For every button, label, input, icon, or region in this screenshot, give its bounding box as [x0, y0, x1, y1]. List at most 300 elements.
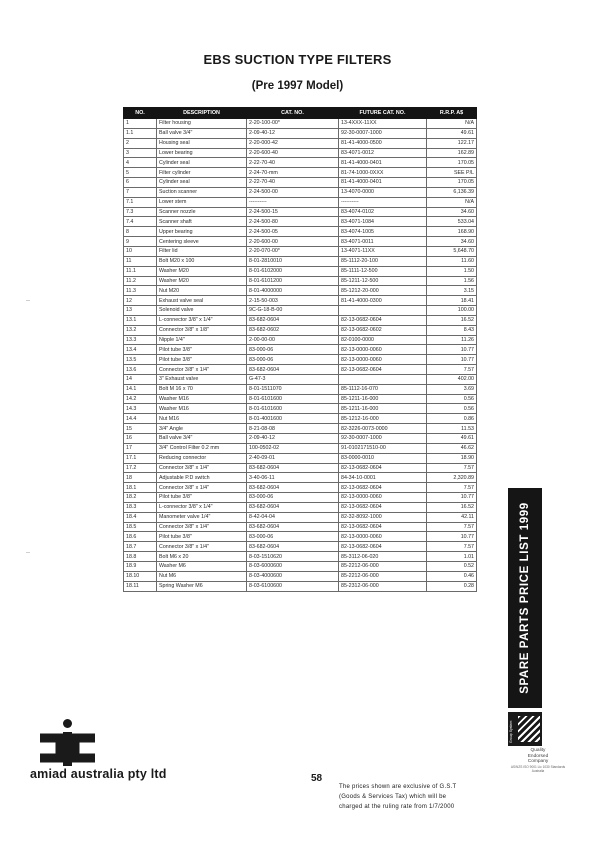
group-system-label: Group System — [509, 720, 513, 743]
stripes-icon — [518, 716, 540, 742]
cell-price: 7.57 — [427, 542, 477, 552]
cell-price: 10.77 — [427, 345, 477, 355]
cell-price: 16.52 — [427, 315, 477, 325]
cell-future-cat-no: 82-13-0000-0060 — [339, 345, 427, 355]
cell-no: 11.1 — [124, 266, 157, 276]
table-row — [124, 138, 477, 148]
cell-future-cat-no: 85-2212-06-000 — [339, 561, 427, 571]
cell-cat-no: 2-24-500-80 — [247, 217, 339, 227]
cell-future-cat-no: ---------- — [339, 197, 427, 207]
cell-description: Nut M20 — [157, 286, 247, 296]
cell-future-cat-no: 81-74-1000-0XXX — [339, 168, 427, 178]
cell-price: 49.61 — [427, 128, 477, 138]
cell-description: 3" Exhaust valve — [157, 374, 247, 384]
cell-cat-no: 2-24-500-15 — [247, 207, 339, 217]
cell-future-cat-no: 85-1112-20-100 — [339, 256, 427, 266]
cell-future-cat-no: 83-4071-1084 — [339, 217, 427, 227]
table-row — [124, 128, 477, 138]
cell-price: 1.56 — [427, 276, 477, 286]
cell-description: Bolt M 16 x 70 — [157, 384, 247, 394]
cell-price: 49.61 — [427, 434, 477, 444]
cell-cat-no: 8-03-6000600 — [247, 561, 339, 571]
cell-no: 8 — [124, 227, 157, 237]
quality-endorsement — [508, 748, 568, 773]
cell-future-cat-no: 85-1212-16-000 — [339, 414, 427, 424]
cell-description: Reducing connector — [157, 453, 247, 463]
cell-cat-no: 83-682-0604 — [247, 542, 339, 552]
cell-price: 34.60 — [427, 237, 477, 247]
cell-cat-no: 2-20-600-00 — [247, 237, 339, 247]
cell-no: 14.1 — [124, 384, 157, 394]
table-row — [124, 552, 477, 562]
cell-description: Ball valve 3/4" — [157, 434, 247, 444]
cell-cat-no: 8-01-6101600 — [247, 404, 339, 414]
cell-price: 11.53 — [427, 424, 477, 434]
cell-price: 34.60 — [427, 207, 477, 217]
cell-description: Pilot tube 3/8" — [157, 532, 247, 542]
cell-cat-no: 2-24-70-mm — [247, 168, 339, 178]
cell-no: 9 — [124, 237, 157, 247]
header-no: NO. — [124, 108, 157, 119]
table-row — [124, 493, 477, 503]
cell-description: Nut M16 — [157, 414, 247, 424]
cell-description: Scanner shaft — [157, 217, 247, 227]
cell-description: Scanner nozzle — [157, 207, 247, 217]
table-row — [124, 453, 477, 463]
cell-no: 18.10 — [124, 571, 157, 581]
table-row — [124, 355, 477, 365]
cell-future-cat-no: 82-13-0000-0060 — [339, 532, 427, 542]
cell-no: 11.2 — [124, 276, 157, 286]
gst-notice — [339, 782, 509, 812]
cell-future-cat-no: 83-4071-0011 — [339, 237, 427, 247]
cell-no: 18.1 — [124, 483, 157, 493]
cell-description: Lower stem — [157, 197, 247, 207]
page-title: EBS SUCTION TYPE FILTERS — [203, 52, 392, 67]
cell-cat-no: 9C-G-18-B-00 — [247, 306, 339, 316]
cell-future-cat-no: 83-4074-0102 — [339, 207, 427, 217]
cell-price: 2,320.89 — [427, 473, 477, 483]
page-number: 58 — [311, 773, 323, 784]
cell-description: Manometer valve 1/4" — [157, 512, 247, 522]
cell-price: 170.05 — [427, 178, 477, 188]
table-row — [124, 178, 477, 188]
cell-description: Filter cylinder — [157, 168, 247, 178]
cell-no: 14.3 — [124, 404, 157, 414]
header-future-cat-no: FUTURE CAT. NO. — [339, 108, 427, 119]
cell-price: 11.26 — [427, 335, 477, 345]
table-row — [124, 276, 477, 286]
cell-price: 0.56 — [427, 404, 477, 414]
cell-no: 18.4 — [124, 512, 157, 522]
cell-cat-no: 83-682-0604 — [247, 522, 339, 532]
cell-cat-no: 8-21-08-08 — [247, 424, 339, 434]
cell-price: 402.00 — [427, 374, 477, 384]
cell-cat-no: 8-03-1510620 — [247, 552, 339, 562]
cell-cat-no: 83-682-0602 — [247, 325, 339, 335]
punch-mark — [26, 300, 30, 301]
cell-future-cat-no: 85-1211-16-000 — [339, 394, 427, 404]
endorsed-line: Endorsed — [527, 753, 549, 759]
cell-future-cat-no: 85-1211-16-000 — [339, 404, 427, 414]
cell-price: 170.05 — [427, 158, 477, 168]
cell-future-cat-no: 82-13-0682-0602 — [339, 325, 427, 335]
cell-cat-no: 2-09-40-12 — [247, 128, 339, 138]
cell-price: 533.04 — [427, 217, 477, 227]
cell-price: 168.90 — [427, 227, 477, 237]
cell-price: 0.86 — [427, 414, 477, 424]
table-row — [124, 424, 477, 434]
cell-no: 17.1 — [124, 453, 157, 463]
cell-description: Filter lid — [157, 246, 247, 256]
table-row — [124, 374, 477, 384]
cell-description: 3/4" Control Filter 0.2 mm — [157, 443, 247, 453]
cell-future-cat-no — [339, 306, 427, 316]
cell-price: 10.77 — [427, 493, 477, 503]
table-row — [124, 296, 477, 306]
table-body — [124, 119, 477, 592]
cell-cat-no: 3-40-06-11 — [247, 473, 339, 483]
cell-description: Bolt M6 x 20 — [157, 552, 247, 562]
cell-future-cat-no: 13-4XXX-11XX — [339, 119, 427, 129]
cell-price: 5,648.70 — [427, 246, 477, 256]
cell-cat-no: 8-01-6101600 — [247, 394, 339, 404]
cell-cat-no: 2-15-50-003 — [247, 296, 339, 306]
cell-cat-no: 8-03-6100600 — [247, 581, 339, 591]
cell-future-cat-no: 13-4070-0000 — [339, 187, 427, 197]
table-row — [124, 581, 477, 591]
cell-description: Nipple 1/4" — [157, 335, 247, 345]
cell-description: Connector 3/8" x 1/4" — [157, 483, 247, 493]
table-row — [124, 384, 477, 394]
table-row — [124, 306, 477, 316]
cell-price: 0.28 — [427, 581, 477, 591]
header-description: DESCRIPTION — [157, 108, 247, 119]
table-row — [124, 404, 477, 414]
table-row — [124, 512, 477, 522]
cell-cat-no: 2-24-500-00 — [247, 187, 339, 197]
cell-price: 11.60 — [427, 256, 477, 266]
cell-cat-no: 8-01-6102000 — [247, 266, 339, 276]
page-subtitle: (Pre 1997 Model) — [251, 80, 344, 92]
cell-description: Spring Washer M6 — [157, 581, 247, 591]
cell-no: 3 — [124, 148, 157, 158]
table-row — [124, 119, 477, 129]
cell-description: Centering sleeve — [157, 237, 247, 247]
cell-future-cat-no: 81-41-4000-0401 — [339, 158, 427, 168]
table-row — [124, 345, 477, 355]
cell-no: 18 — [124, 473, 157, 483]
cell-future-cat-no: 82-13-0682-0604 — [339, 502, 427, 512]
cell-description: Upper bearing — [157, 227, 247, 237]
company-name: amiad australia pty ltd — [30, 767, 167, 781]
cell-no: 13.1 — [124, 315, 157, 325]
cell-cat-no: 8-01-1511070 — [247, 384, 339, 394]
cell-cat-no: 83-682-0604 — [247, 315, 339, 325]
cell-cat-no: 2-24-500-05 — [247, 227, 339, 237]
cell-future-cat-no: 92-30-0007-1000 — [339, 434, 427, 444]
table-row — [124, 473, 477, 483]
cell-description: Cylinder seal — [157, 178, 247, 188]
cell-cat-no: 8-01-2810010 — [247, 256, 339, 266]
table-row — [124, 227, 477, 237]
cell-price: 8.43 — [427, 325, 477, 335]
cell-cat-no: ---------- — [247, 197, 339, 207]
cell-future-cat-no — [339, 374, 427, 384]
cell-future-cat-no: 85-2212-06-000 — [339, 571, 427, 581]
cell-price: N/A — [427, 119, 477, 129]
cell-price: 1.01 — [427, 552, 477, 562]
cell-no: 2 — [124, 138, 157, 148]
cell-cat-no: 83-682-0604 — [247, 502, 339, 512]
cell-description: Connector 3/8" x 1/8" — [157, 325, 247, 335]
cell-no: 4 — [124, 158, 157, 168]
cell-cat-no: 2-22-70-40 — [247, 178, 339, 188]
table-row — [124, 187, 477, 197]
cell-future-cat-no: 82-13-0682-0604 — [339, 483, 427, 493]
table-row — [124, 158, 477, 168]
cell-description: Adjustable P.D switch — [157, 473, 247, 483]
cell-description: Bolt M20 x 100 — [157, 256, 247, 266]
cell-no: 18.2 — [124, 493, 157, 503]
cell-description: Pilot tube 3/8" — [157, 493, 247, 503]
gst-line: The prices shown are exclusive of G.S.T — [339, 784, 457, 790]
cell-no: 17.2 — [124, 463, 157, 473]
cell-price: 0.46 — [427, 571, 477, 581]
cell-no: 18.9 — [124, 561, 157, 571]
cell-no: 18.7 — [124, 542, 157, 552]
cell-no: 14.2 — [124, 394, 157, 404]
cell-cat-no: 83-000-06 — [247, 345, 339, 355]
table-row — [124, 197, 477, 207]
cell-no: 1 — [124, 119, 157, 129]
table-row — [124, 237, 477, 247]
table-row — [124, 148, 477, 158]
punch-mark — [26, 552, 30, 553]
cell-cat-no: 100-0502-02 — [247, 443, 339, 453]
table-row — [124, 414, 477, 424]
cell-description: Filter housing — [157, 119, 247, 129]
cell-price: 10.77 — [427, 532, 477, 542]
table-row — [124, 502, 477, 512]
table-row — [124, 561, 477, 571]
cell-no: 12 — [124, 296, 157, 306]
sidebar-label: SPARE PARTS PRICE LIST 1999 — [519, 502, 531, 694]
cell-cat-no: 2-09-40-12 — [247, 434, 339, 444]
cell-description: Pilot tube 3/8" — [157, 355, 247, 365]
cell-price: 7.57 — [427, 522, 477, 532]
cell-future-cat-no: 82-13-0682-0604 — [339, 522, 427, 532]
cell-price: 18.41 — [427, 296, 477, 306]
table-row — [124, 542, 477, 552]
cell-price: 7.57 — [427, 483, 477, 493]
cell-price: 100.00 — [427, 306, 477, 316]
cell-cat-no: 83-000-06 — [247, 532, 339, 542]
table-row — [124, 256, 477, 266]
cell-future-cat-no: 84-34-10-0001 — [339, 473, 427, 483]
gst-line: (Goods & Services Tax) which will be — [339, 794, 447, 800]
cell-cat-no: 83-000-06 — [247, 493, 339, 503]
cell-cat-no: 2-22-70-40 — [247, 158, 339, 168]
cell-description: Cylinder seal — [157, 158, 247, 168]
cell-cat-no: 83-682-0604 — [247, 483, 339, 493]
company-line: Company — [527, 759, 549, 765]
cell-description: Solenoid valve — [157, 306, 247, 316]
cell-future-cat-no: 82-13-0682-0604 — [339, 463, 427, 473]
cell-no: 18.5 — [124, 522, 157, 532]
cell-no: 15 — [124, 424, 157, 434]
cell-cat-no: 2-20-000-42 — [247, 138, 339, 148]
cell-no: 7.3 — [124, 207, 157, 217]
cell-description: Connector 3/8" x 1/4" — [157, 365, 247, 375]
cell-cat-no: 2-20-600-40 — [247, 148, 339, 158]
table-row — [124, 266, 477, 276]
cell-no: 13.2 — [124, 325, 157, 335]
cell-future-cat-no: 81-41-4000-0401 — [339, 178, 427, 188]
cell-no: 13 — [124, 306, 157, 316]
table-row — [124, 207, 477, 217]
cell-future-cat-no: 83-4074-1005 — [339, 227, 427, 237]
cell-cat-no: 83-682-0604 — [247, 463, 339, 473]
cell-no: 10 — [124, 246, 157, 256]
cell-price: 0.52 — [427, 561, 477, 571]
cell-no: 18.3 — [124, 502, 157, 512]
table-row — [124, 315, 477, 325]
cell-future-cat-no: 82-3226-0073-0000 — [339, 424, 427, 434]
cell-price: 162.89 — [427, 148, 477, 158]
cell-price: N/A — [427, 197, 477, 207]
header-rrp: R.R.P. A$ — [427, 108, 477, 119]
cell-cat-no: 2-00-00-00 — [247, 335, 339, 345]
cell-description: Washer M20 — [157, 266, 247, 276]
cell-description: Washer M6 — [157, 561, 247, 571]
cell-no: 16 — [124, 434, 157, 444]
cell-no: 11.3 — [124, 286, 157, 296]
gst-line: charged at the ruling rate from 1/7/2000 — [339, 804, 455, 810]
quality-line: Quality — [530, 748, 546, 753]
table-row — [124, 443, 477, 453]
cell-future-cat-no: 82-13-0000-0060 — [339, 493, 427, 503]
cell-cat-no: 8-01-4000000 — [247, 286, 339, 296]
cell-future-cat-no: 82-13-0000-0060 — [339, 355, 427, 365]
cell-no: 11 — [124, 256, 157, 266]
cell-future-cat-no: 85-1212-20-000 — [339, 286, 427, 296]
group-system-logo — [508, 712, 542, 746]
cell-description: 3/4" Angle — [157, 424, 247, 434]
cell-cat-no: 83-000-06 — [247, 355, 339, 365]
cell-future-cat-no: 82-13-0682-0604 — [339, 315, 427, 325]
table-row — [124, 246, 477, 256]
cell-description: Connector 3/8" x 1/4" — [157, 522, 247, 532]
cell-no: 18.11 — [124, 581, 157, 591]
cell-no: 13.3 — [124, 335, 157, 345]
cell-description: Nut M6 — [157, 571, 247, 581]
cell-future-cat-no: 83-4071-0012 — [339, 148, 427, 158]
cell-future-cat-no: 85-3112-06-020 — [339, 552, 427, 562]
table-header-row — [124, 108, 477, 119]
cell-future-cat-no: 85-2312-06-000 — [339, 581, 427, 591]
table-row — [124, 365, 477, 375]
cell-description: L-connector 3/8" x 1/4" — [157, 315, 247, 325]
header-cat-no: CAT. NO. — [247, 108, 339, 119]
cell-price: SEE P/L — [427, 168, 477, 178]
cell-description: Housing seal — [157, 138, 247, 148]
cell-future-cat-no: 82-32-8092-1000 — [339, 512, 427, 522]
table-row — [124, 463, 477, 473]
cell-future-cat-no: 83-0000-0010 — [339, 453, 427, 463]
table-header — [124, 108, 477, 119]
cell-no: 7.1 — [124, 197, 157, 207]
cell-price: 16.52 — [427, 502, 477, 512]
cell-price: 42.11 — [427, 512, 477, 522]
table-row — [124, 168, 477, 178]
cell-description: L-connector 3/8" x 1/4" — [157, 502, 247, 512]
cell-cat-no: 2-40-09-01 — [247, 453, 339, 463]
cell-description: Washer M16 — [157, 394, 247, 404]
cell-no: 13.6 — [124, 365, 157, 375]
cell-future-cat-no: 92-30-0007-1000 — [339, 128, 427, 138]
cell-price: 7.57 — [427, 365, 477, 375]
cell-price: 1.50 — [427, 266, 477, 276]
table-row — [124, 522, 477, 532]
cell-no: 14.4 — [124, 414, 157, 424]
table-row — [124, 532, 477, 542]
cell-cat-no: G-47-3 — [247, 374, 339, 384]
table-row — [124, 394, 477, 404]
table-row — [124, 325, 477, 335]
cell-cat-no: 8-01-6101200 — [247, 276, 339, 286]
table-row — [124, 483, 477, 493]
cell-description: Washer M20 — [157, 276, 247, 286]
cell-future-cat-no: 82-13-0682-0604 — [339, 365, 427, 375]
cell-no: 5 — [124, 168, 157, 178]
cell-description: Lower bearing — [157, 148, 247, 158]
cell-future-cat-no: 13-4071-11XX — [339, 246, 427, 256]
table-row — [124, 217, 477, 227]
cell-price: 10.77 — [427, 355, 477, 365]
cell-no: 13.5 — [124, 355, 157, 365]
cell-future-cat-no: 85-1112-16-070 — [339, 384, 427, 394]
cell-description: Connector 3/8" x 1/4" — [157, 542, 247, 552]
cell-no: 18.8 — [124, 552, 157, 562]
cell-description: Exhaust valve seal — [157, 296, 247, 306]
cell-description: Pilot tube 3/8" — [157, 345, 247, 355]
cell-cat-no: 8-42-04-04 — [247, 512, 339, 522]
cell-no: 13.4 — [124, 345, 157, 355]
price-list-sidebar — [508, 488, 542, 708]
cell-future-cat-no: 81-41-4000-0500 — [339, 138, 427, 148]
cell-future-cat-no: 85-1111-12-500 — [339, 266, 427, 276]
cell-price: 7.57 — [427, 463, 477, 473]
cell-description: Connector 3/8" x 1/4" — [157, 463, 247, 473]
cell-no: 14 — [124, 374, 157, 384]
parts-table — [123, 107, 477, 592]
cell-description: Ball valve 3/4" — [157, 128, 247, 138]
cell-future-cat-no: 81-41-4000-0300 — [339, 296, 427, 306]
cell-description: Washer M16 — [157, 404, 247, 414]
cell-future-cat-no: 91-0102171510-00 — [339, 443, 427, 453]
standards-line: AS/NZS ISO 9001 Lic 1030 Standards Australia — [510, 764, 566, 773]
cell-price: 3.69 — [427, 384, 477, 394]
cell-cat-no: 8-01-4001600 — [247, 414, 339, 424]
cell-cat-no: 8-03-4000600 — [247, 571, 339, 581]
table-row — [124, 286, 477, 296]
cell-description: Suction scanner — [157, 187, 247, 197]
cell-future-cat-no: 85-1211-12-500 — [339, 276, 427, 286]
cell-no: 18.6 — [124, 532, 157, 542]
cell-price: 46.62 — [427, 443, 477, 453]
cell-price: 122.17 — [427, 138, 477, 148]
